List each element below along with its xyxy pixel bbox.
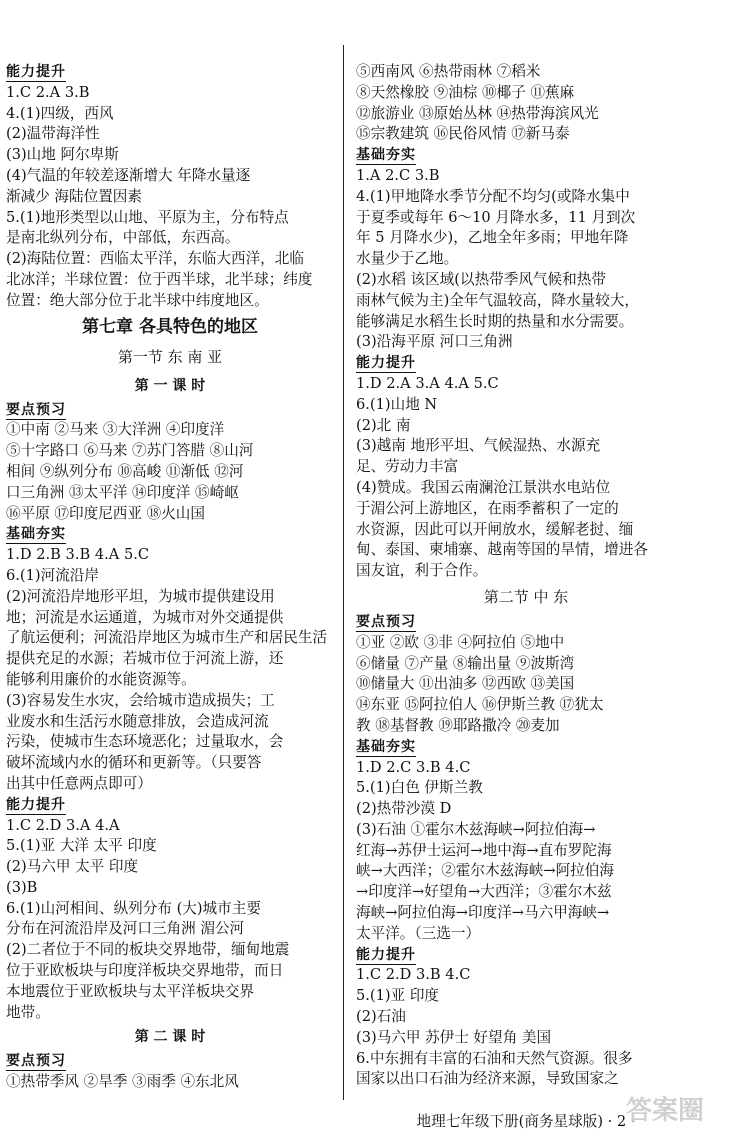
answer-line: 北冰洋；半球位置：位于西半球，北半球；纬度: [6, 270, 313, 288]
answer-line: 6.(1)河流沿岸: [6, 566, 99, 584]
answer-line: (3)越南 地形平坦、气候湿热、水源充: [356, 437, 601, 455]
answer-line: (4)气温的年较差逐渐增大 年降水量逐: [6, 166, 251, 184]
answer-line: 地带。: [6, 1003, 50, 1021]
section-heading-label: 要点预习: [6, 401, 66, 418]
answer-line: (3)容易发生水灾，会给城市造成损失；工: [6, 691, 275, 709]
answer-line: 雨林气候为主)全年气温较高，降水量较大，: [356, 291, 639, 309]
answer-line: 出其中任意两点即可）: [6, 774, 152, 792]
right-column: [356, 62, 696, 1090]
answer-line: 污染，使城市生态环境恶化；过量取水，会: [6, 733, 284, 751]
answer-line: ⑩储量大 ⑪出油多 ⑫西欧 ⑬美国: [356, 675, 575, 693]
lesson-title: 第 一 课 时: [134, 377, 206, 394]
answer-line: 位置：绝大部分位于北半球中纬度地区。: [6, 291, 269, 309]
section-heading-label: 要点预习: [6, 1053, 66, 1070]
answer-line: ①热带季风 ②旱季 ③雨季 ④东北风: [6, 1073, 239, 1091]
answer-line: 口三角洲 ⑬太平洋 ⑭印度洋 ⑮崎岖: [6, 483, 239, 501]
section-heading-label: 要点预习: [356, 613, 416, 630]
answer-line: 5.(1)亚 大洋 太平 印度: [6, 837, 157, 855]
section-heading: [6, 524, 334, 545]
answer-line: 位于亚欧板块与印度洋板块交界地带，而日: [6, 962, 284, 980]
page-footer: 地理七年级下册(商务星球版) · 2 ·: [416, 1113, 636, 1130]
section-heading-label: 能力提升: [356, 946, 416, 963]
answer-line: (2)水稻 该区域(以热带季风气候和热带: [356, 270, 606, 288]
answer-line: 分布在河流沿岸及河口三角洲 湄公河: [6, 920, 245, 938]
answer-line: 破坏流域内水的循环和更新等。（只要答: [6, 754, 262, 772]
answer-line: (2)海陆位置：西临太平洋，东临大西洋，北临: [6, 250, 304, 268]
answer-line: 能够利用廉价的水能资源等。: [6, 670, 196, 688]
answer-line: (2)温带海洋性: [6, 125, 100, 143]
answer-line: 业废水和生活污水随意排放，会造成河流: [6, 712, 269, 730]
answer-line: (2)马六甲 太平 印度: [6, 858, 139, 876]
answer-line: 是南北纵列分布，中部低，东西高。: [6, 229, 240, 247]
answer-line: 1.D 2.A 3.A 4.A 5.C: [356, 374, 499, 392]
answer-line: 甸、泰国、柬埔寨、越南等国的旱情，增进各: [356, 541, 648, 559]
section-heading: [6, 795, 334, 816]
answer-line: →印度洋→好望角→大西洋；③霍尔木兹: [356, 883, 612, 901]
answer-line: (3)山地 阿尔卑斯: [6, 146, 119, 164]
answer-line: 4.(1)四级，西风: [6, 104, 114, 122]
answer-line: 水资源，因此可以开闸放水，缓解老挝、缅: [356, 520, 634, 538]
answer-line: 提供充足的水源；若城市位于河流上游，还: [6, 650, 284, 668]
section-heading: [356, 612, 696, 633]
answer-line: 1.A 2.C 3.B: [356, 166, 440, 184]
answer-line: (2)石油: [356, 1008, 406, 1026]
answer-line: (2)热带沙漠 D: [356, 800, 452, 818]
answer-line: 峡→大西洋；②霍尔木兹海峡→阿拉伯海: [356, 862, 614, 880]
answer-line: (3)马六甲 苏伊士 好望角 美国: [356, 1028, 552, 1046]
column-divider: [343, 45, 344, 1100]
answer-line: 1.C 2.A 3.B: [6, 83, 90, 101]
answer-line: ①中南 ②马来 ③大洋洲 ④印度洋: [6, 421, 225, 439]
section-title: 第二节 中 东: [483, 587, 569, 606]
answer-line: 教 ⑱基督教 ⑲耶路撒冷 ⑳麦加: [356, 716, 560, 734]
answer-line: 1.D 2.B 3.B 4.A 5.C: [6, 546, 150, 564]
answer-line: 4.(1)甲地降水季节分配不均匀(或降水集中: [356, 187, 630, 205]
section-heading: [356, 737, 696, 758]
left-column: [6, 62, 334, 1093]
answer-line: 渐减少 海陆位置因素: [6, 187, 142, 205]
answer-line: 年 5 月降水少)，乙地全年多雨；甲地年降: [356, 229, 629, 247]
section-title: 第一节 东 南 亚: [117, 347, 223, 366]
answer-line: 1.D 2.C 3.B 4.C: [356, 758, 471, 776]
answer-line: ⑧天然橡胶 ⑨油棕 ⑩椰子 ⑪蕉麻: [356, 83, 575, 101]
answer-line: 6.(1)山地 N: [356, 395, 438, 413]
section-heading: [356, 353, 696, 374]
answer-line: ⑫旅游业 ⑬原始丛林 ⑭热带海滨风光: [356, 104, 599, 122]
section-heading: [356, 945, 696, 966]
section-heading: [356, 145, 696, 166]
answer-line: 1.C 2.D 3.A 4.A: [6, 816, 120, 834]
answer-line: (2)河流沿岸地形平坦，为城市提供建设用: [6, 587, 275, 605]
answer-line: 足、劳动力丰富: [356, 458, 459, 476]
answer-line: 海峡→阿拉伯海→印度洋→马六甲海峡→: [356, 904, 610, 922]
section-heading: [6, 1051, 334, 1072]
section-heading: [6, 62, 334, 83]
section-heading: [6, 400, 334, 421]
watermark-logo: 答案圈: [625, 1096, 704, 1126]
answer-line: ⑮宗教建筑 ⑯民俗风情 ⑰新马泰: [356, 125, 570, 143]
answer-line: 了航运便利；河流沿岸地区为城市生产和居民生活: [6, 629, 328, 647]
section-heading-label: 基础夯实: [356, 738, 416, 755]
answer-line: 5.(1)白色 伊斯兰教: [356, 779, 483, 797]
answer-line: 太平洋。（三选一）: [356, 924, 481, 942]
answer-line: (2)二者位于不同的板块交界地带，缅甸地震: [6, 941, 290, 959]
answer-line: 6.(1)山河相间、纵列分布 (大)城市主要: [6, 899, 261, 917]
answer-line: 红海→苏伊士运河→地中海→直布罗陀海: [356, 841, 612, 859]
section-heading-label: 基础夯实: [6, 526, 66, 543]
answer-line: 5.(1)亚 印度: [356, 987, 440, 1005]
answer-line: (4)赞成。我国云南澜沧江景洪水电站位: [356, 478, 611, 496]
section-heading-label: 基础夯实: [356, 147, 416, 164]
answer-line: (2)北 南: [356, 416, 411, 434]
chapter-title: 第七章 各具特色的地区: [82, 316, 258, 337]
section-heading-label: 能力提升: [6, 64, 66, 80]
answer-line: 国友谊，利于合作。: [356, 562, 488, 580]
answer-line: 1.C 2.D 3.B 4.C: [356, 966, 471, 984]
answer-line: 能够满足水稻生长时期的热量和水分需要。: [356, 312, 634, 330]
answer-line: (3)B: [6, 878, 38, 896]
answer-line: ⑥储量 ⑦产量 ⑧输出量 ⑨波斯湾: [356, 654, 575, 672]
answer-line: 水量少于乙地。: [356, 250, 459, 268]
lesson-title: 第 二 课 时: [134, 1029, 206, 1046]
answer-line: (3)石油 ①霍尔木兹海峡→阿拉伯海→: [356, 820, 596, 838]
answer-line: ①亚 ②欧 ③非 ④阿拉伯 ⑤地中: [356, 633, 565, 651]
answer-line: 6.中东拥有丰富的石油和天然气资源。很多: [356, 1049, 633, 1067]
answer-line: ⑤西南风 ⑥热带雨林 ⑦稻米: [356, 63, 541, 80]
answer-line: 相间 ⑨纵列分布 ⑩高峻 ⑪渐低 ⑫河: [6, 462, 244, 480]
section-heading-label: 能力提升: [6, 796, 66, 813]
answer-line: 地；河流是水运通道，为城市对外交通提供: [6, 608, 284, 626]
answer-line: 于湄公河上游地区，在雨季蓄积了一定的: [356, 499, 619, 517]
answer-line: ⑯平原 ⑰印度尼西亚 ⑱火山国: [6, 504, 205, 522]
answer-line: 国家以出口石油为经济来源，导致国家之: [356, 1070, 619, 1088]
answer-line: (3)沿海平原 河口三角洲: [356, 333, 513, 351]
answer-line: 5.(1)地形类型以山地、平原为主，分布特点: [6, 208, 289, 226]
answer-line: 本地震位于亚欧板块与太平洋板块交界: [6, 982, 255, 1000]
answer-line: ⑭东亚 ⑮阿拉伯人 ⑯伊斯兰教 ⑰犹太: [356, 696, 604, 714]
section-heading-label: 能力提升: [356, 355, 416, 372]
answer-line: 于夏季或每年 6～10 月降水多，11 月到次: [356, 208, 636, 226]
answer-line: ⑤十字路口 ⑥马来 ⑦苏门答腊 ⑧山河: [6, 442, 254, 460]
